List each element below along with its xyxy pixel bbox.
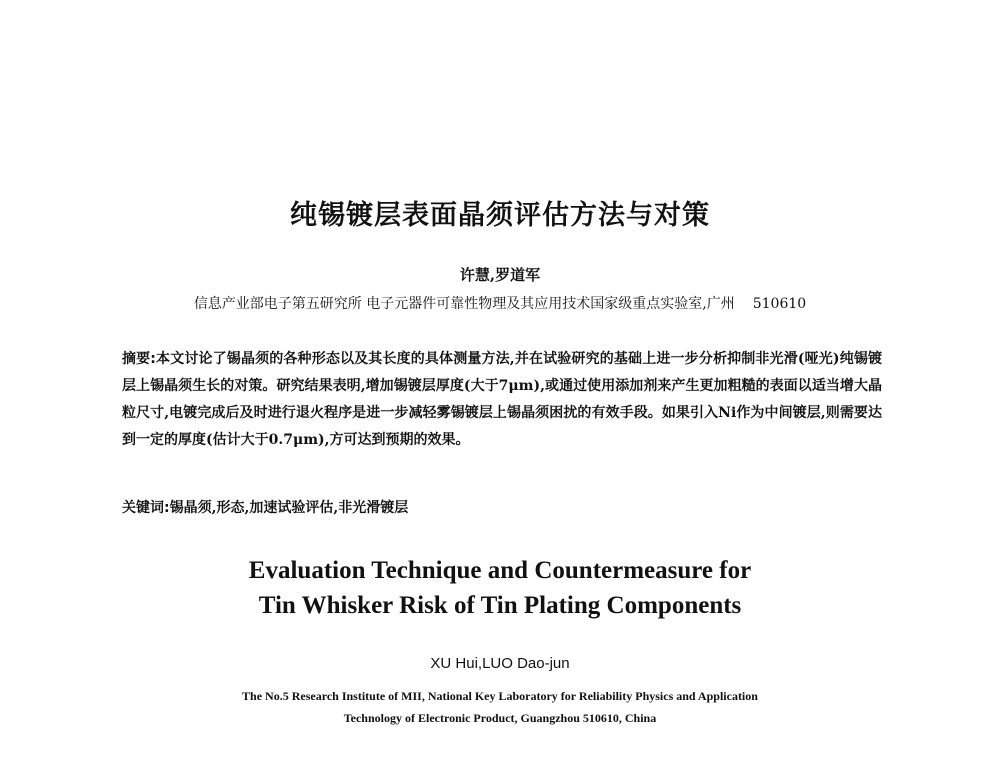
chinese-authors: 许慧,罗道军 xyxy=(459,266,541,284)
abstract-label: 摘要: xyxy=(122,351,156,367)
english-authors: XU Hui,LUO Dao-jun xyxy=(430,655,570,672)
chinese-affiliation-text: 信息产业部电子第五研究所 电子元器件可靠性物理及其应用技术国家级重点实验室,广州 xyxy=(193,296,735,312)
keywords-text: 锡晶须,形态,加速试验评估,非光滑镀层 xyxy=(169,500,409,516)
english-title xyxy=(0,553,1000,623)
english-title-line-1: Evaluation Technique and Countermeasure for xyxy=(248,557,752,584)
abstract-text: 本文讨论了锡晶须的各种形态以及其长度的具体测量方法,并在试验研究的基础上进一步分析抑制非光滑(哑光)纯锡镀层上锡晶须生长的对策。研究结果表明,增加锡镀层厚度(大于7μm),或通过使用添加剂来产生更加粗糙的表面以适当增大晶粒尺寸,电镀完成后及时进行退火程序是进一步减轻雾锡镀层上锡晶须困扰的有效手段。如果引入Ni作为中间镀层,则需要达到一定的厚度(估计大于0.7μm),方可达到预期的效果。 xyxy=(122,351,882,448)
english-affiliation-line-2: Technology of Electronic Product, Guangzhou 510610, China xyxy=(343,711,657,725)
chinese-title: 纯锡镀层表面晶须评估方法与对策 xyxy=(290,200,710,231)
postal-code: 510610 xyxy=(752,296,807,312)
english-affiliation xyxy=(0,685,1000,729)
keywords-label: 关键词: xyxy=(122,500,170,516)
english-affiliation-line-1: The No.5 Research Institute of MII, National Key Laboratory for Reliability Physics and Application xyxy=(242,689,758,703)
abstract xyxy=(122,346,882,454)
english-title-line-2: Tin Whisker Risk of Tin Plating Components xyxy=(258,592,742,619)
chinese-affiliation xyxy=(0,293,1000,313)
keywords xyxy=(122,497,882,519)
